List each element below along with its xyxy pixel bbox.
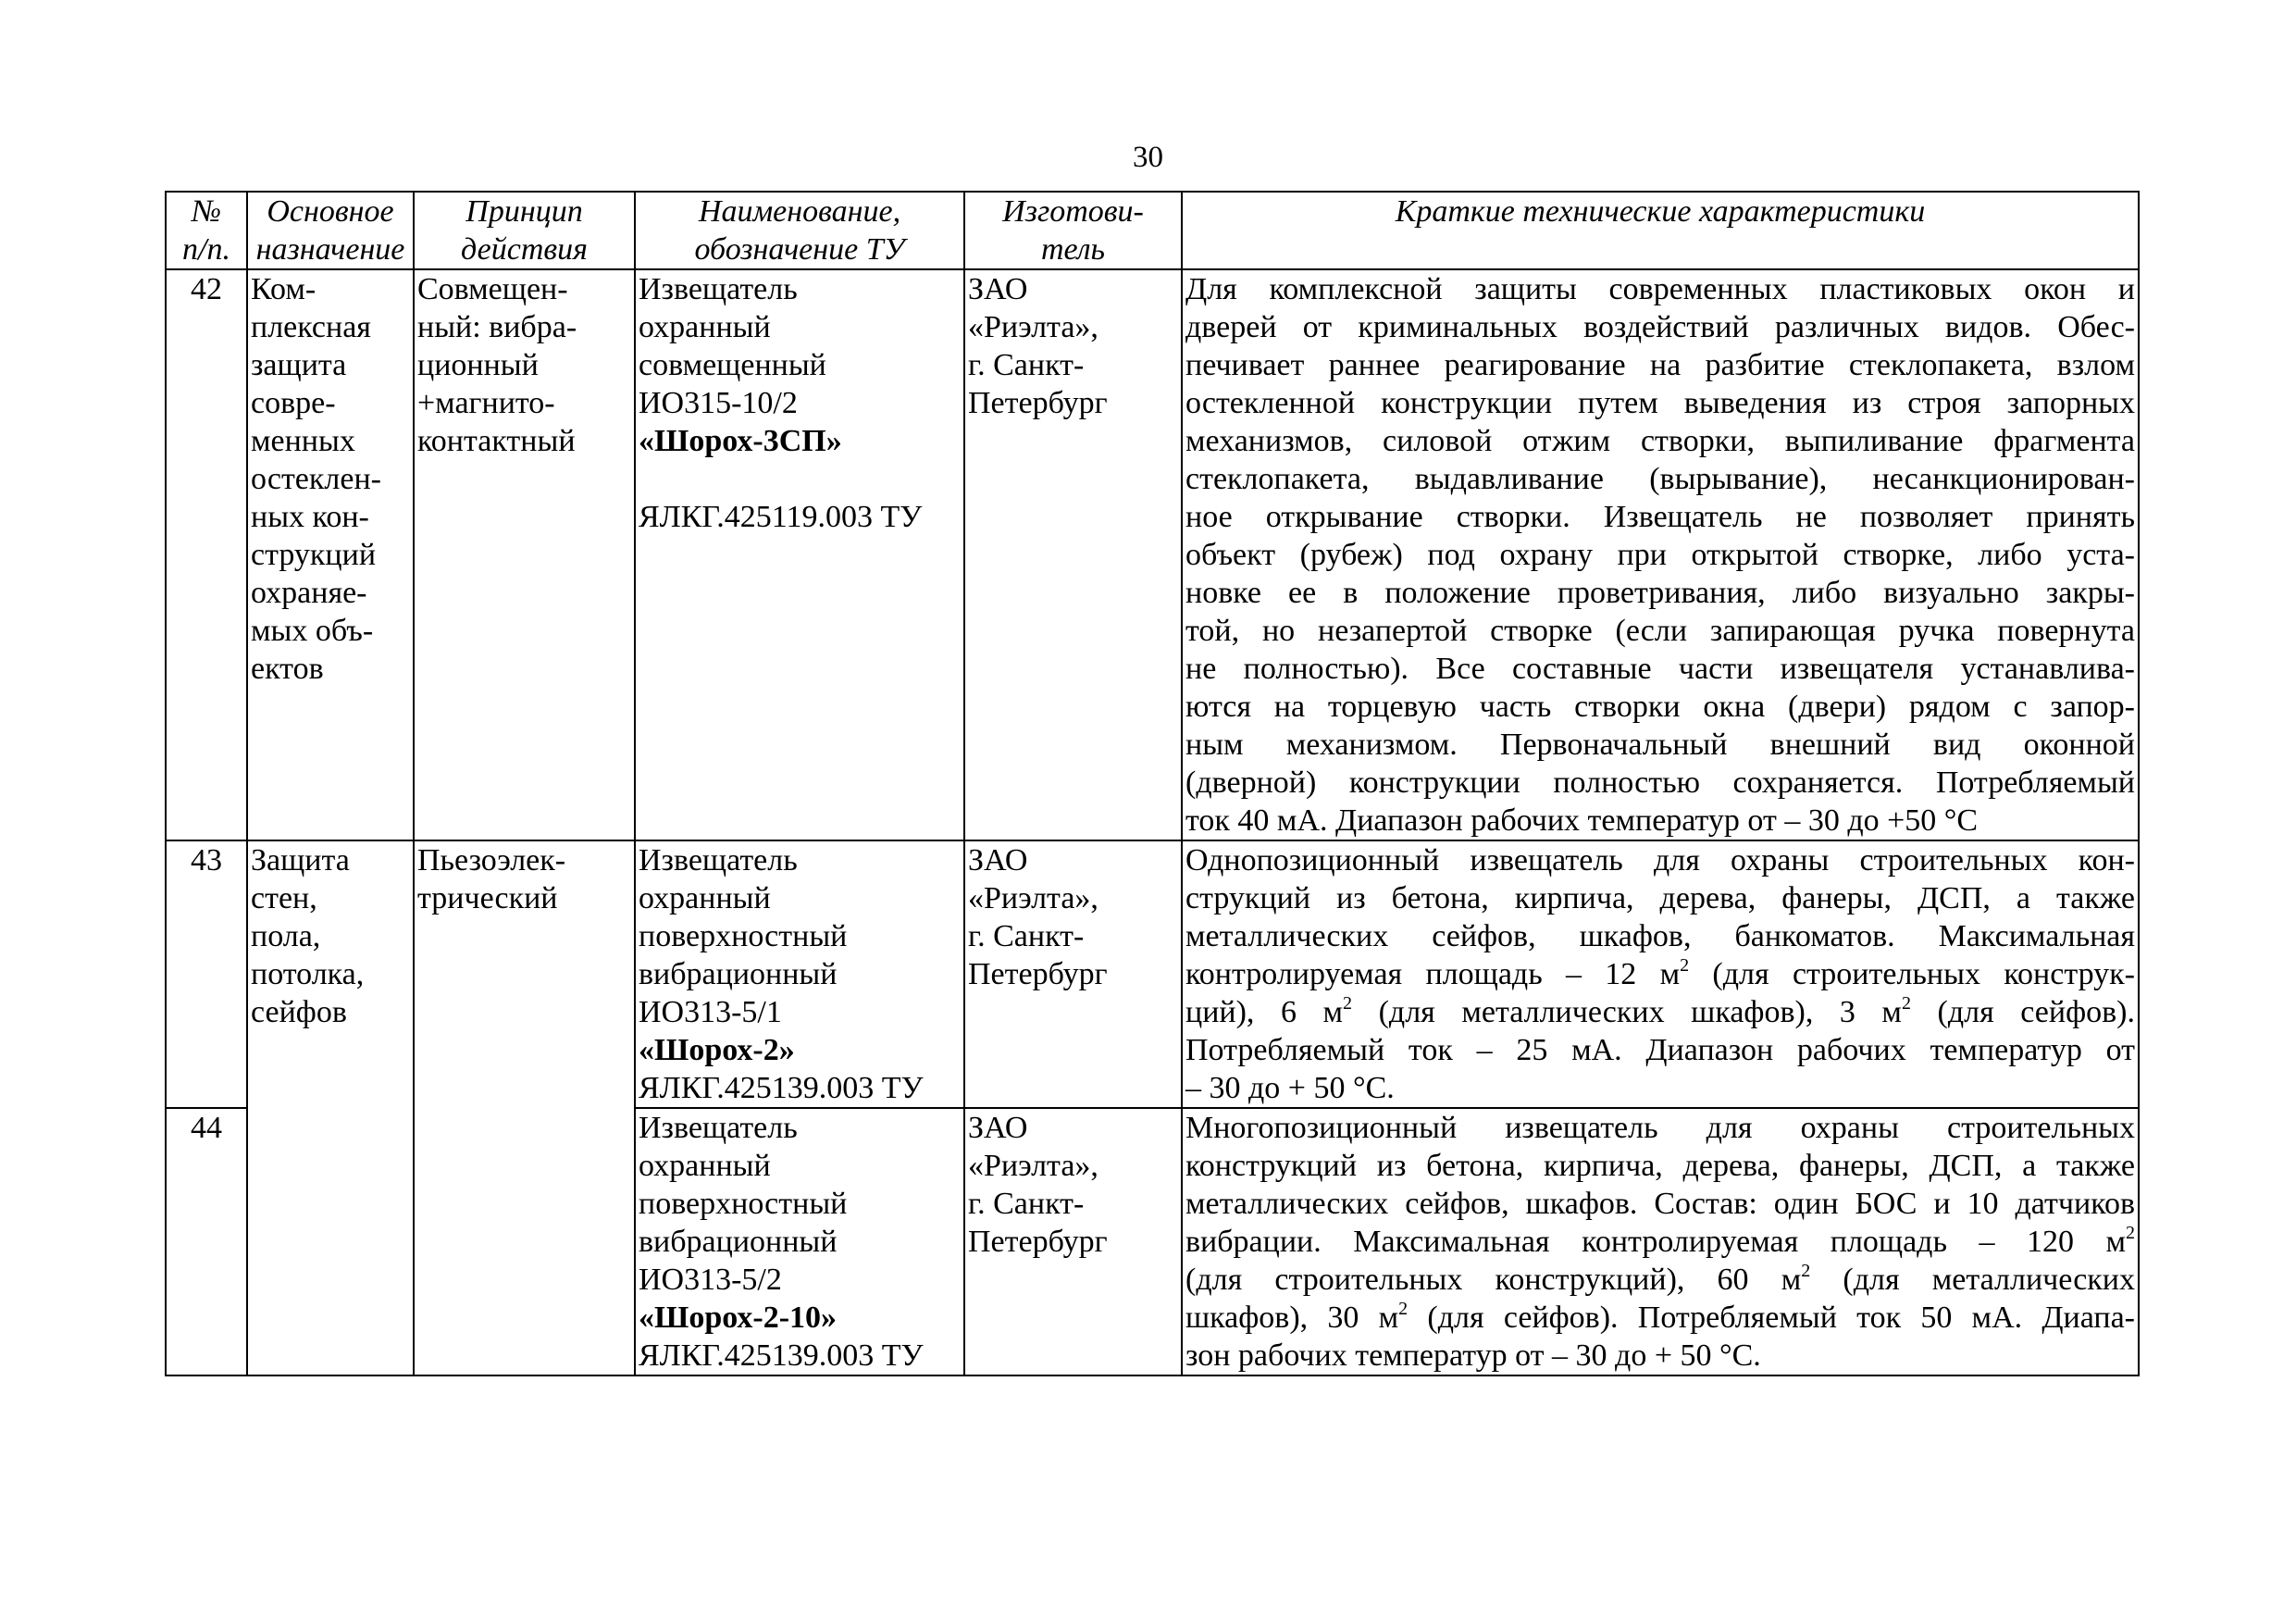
specs-cell: Однопозиционный извещатель для охраны строительных кон- струкций из бетона, кирпича, дерева, фанеры, ДСП, а также металлических сейфов, шкафов, банкоматов. Максимальная контролируемая площадь – 12 $м^2$ (для строительных конструк- ций), 6 $м^2$ (для металлических шкафов), 3 $м^2$ (для сейфов). Потребляемый ток – 25 мА. Диапазон рабочих температур от – 30 до + 50 °С. [1182, 840, 2139, 1108]
maker-cell: ЗАО «Риэлта», г. Санкт- Петербург [964, 1108, 1182, 1375]
purpose-cell: Защита стен, пола, потолка, сейфов [247, 840, 414, 1375]
principle-cell: Пьезоэлек- трический [414, 840, 635, 1375]
model-name: «Шорох-2-10» [639, 1301, 838, 1335]
model-name: «Шорох-3СП» [639, 424, 842, 458]
tu-code: ЯЛКГ.425139.003 ТУ [639, 1338, 924, 1373]
tu-code: ЯЛКГ.425139.003 ТУ [639, 1071, 924, 1105]
model-name: «Шорох-2» [639, 1033, 795, 1067]
maker-cell: ЗАО «Риэлта», г. Санкт- Петербург [964, 840, 1182, 1108]
page-number: 30 [1133, 141, 1163, 174]
name-cell: Извещатель охранный совмещенный ИО315-10/2 «Шорох-3СП» ЯЛКГ.425119.003 ТУ [635, 269, 964, 840]
row-number: 42 [166, 269, 247, 840]
table-row [166, 840, 2139, 1108]
purpose-cell: Ком- плексная защита совре- менных остеклен- ных кон- струкций охраняе- мых объ- ектов [247, 269, 414, 840]
specs-cell: Многопозиционный извещатель для охраны строительных конструкций из бетона, кирпича, дерева, фанеры, ДСП, а также металлических сейфов, шкафов. Состав: один БОС и 10 датчиков вибрации. Максимальная контролируемая площадь – 120 $м^2$ (для строительных конструкций), 60 $м^2$ (для металлических шкафов), 30 $м^2$ (для сейфов). Потребляемый ток 50 мА. Диапа- зон рабочих температур от – 30 до + 50 °С. [1182, 1108, 2139, 1375]
header-purpose: Основное назначение [247, 192, 414, 269]
header-num: № п/п. [166, 192, 247, 269]
table-row [166, 269, 2139, 840]
tu-code: ЯЛКГ.425119.003 ТУ [639, 500, 923, 534]
table-header-row [166, 192, 2139, 269]
header-name: Наименование, обозначение ТУ [635, 192, 964, 269]
row-number: 43 [166, 840, 247, 1108]
name-cell: Извещатель охранный поверхностный вибрационный ИО313-5/1 «Шорох-2» ЯЛКГ.425139.003 ТУ [635, 840, 964, 1108]
principle-cell: Совмещен- ный: вибра- ционный +магнито- контактный [414, 269, 635, 840]
header-maker: Изготови- тель [964, 192, 1182, 269]
equipment-table [165, 191, 2140, 1376]
name-cell: Извещатель охранный поверхностный вибрационный ИО313-5/2 «Шорох-2-10» ЯЛКГ.425139.003 ТУ [635, 1108, 964, 1375]
row-number: 44 [166, 1108, 247, 1375]
maker-cell: ЗАО «Риэлта», г. Санкт- Петербург [964, 269, 1182, 840]
header-principle: Принцип действия [414, 192, 635, 269]
specs-cell: Для комплексной защиты современных пластиковых окон и дверей от криминальных воздействий различных видов. Обес- печивает раннее реагирование на разбитие стеклопакета, взлом остекленной конструкции путем выведения из строя запорных механизмов, силовой отжим створки, выпиливание фрагмента стеклопакета, выдавливание (вырывание), несанкционирован- ное открывание створки. Извещатель не позволяет принять объект (рубеж) под охрану при открытой створке, либо уста- новке ее в положение проветривания, либо визуально закры- той, но незапертой створке (если запирающая ручка повернута не полностью). Все составные части извещателя устанавлива- ются на торцевую часть створки окна (двери) рядом с запор- ным механизмом. Первоначальный внешний вид оконной (дверной) конструкции полностью сохраняется. Потребляемый ток 40 мА. Диапазон рабочих температур от – 30 до +50 °С [1182, 269, 2139, 840]
header-specs: Краткие технические характеристики [1182, 192, 2139, 269]
